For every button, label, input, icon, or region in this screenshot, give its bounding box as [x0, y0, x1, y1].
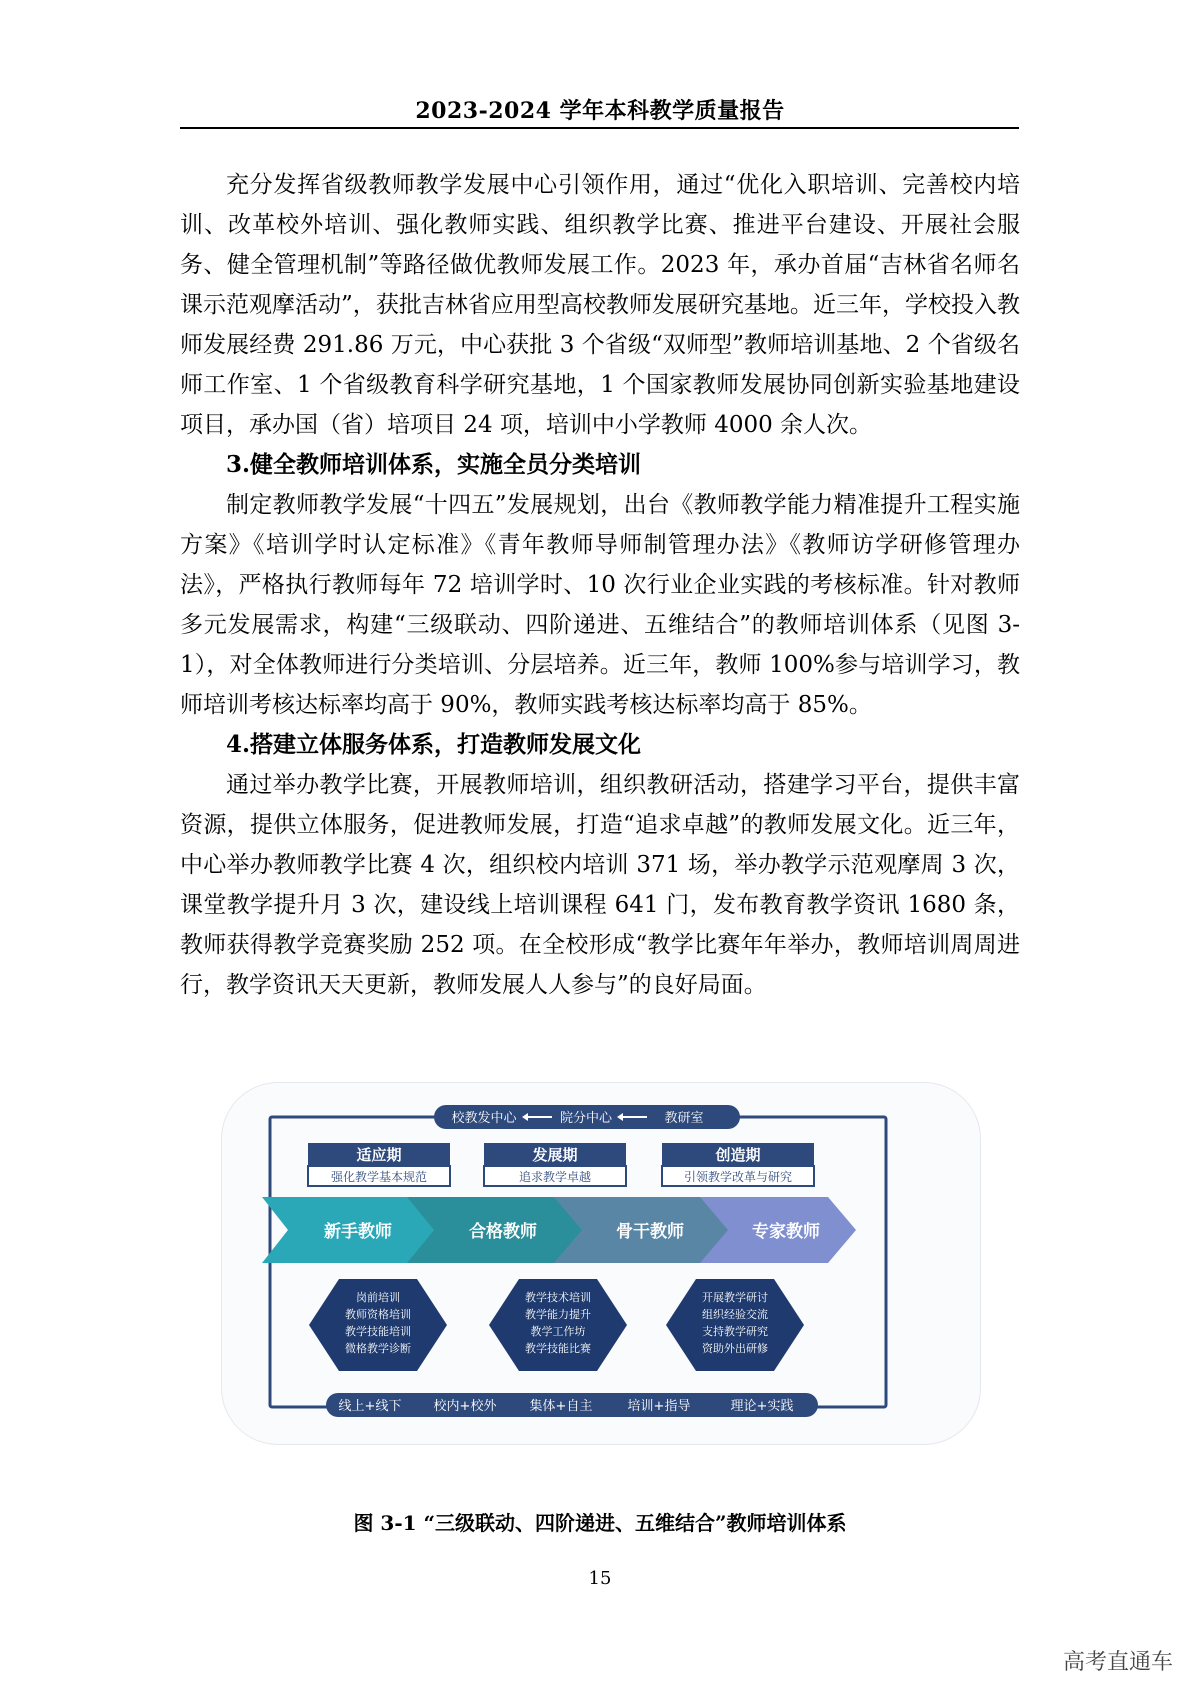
- stage-1-label: 新手教师: [324, 1222, 392, 1242]
- hexagon-2-item: 教学技术培训: [525, 1291, 591, 1304]
- phase-2-name: 发展期: [532, 1146, 578, 1164]
- page-number: 15: [588, 1568, 612, 1589]
- header-rule: [180, 127, 1019, 129]
- hexagon-2-item: 教学工作坊: [530, 1325, 586, 1338]
- section-heading-4: 4.搭建立体服务体系，打造教师发展文化: [226, 731, 642, 758]
- page-header-title: 2023-2024 学年本科教学质量报告: [415, 98, 785, 124]
- phase-1: [308, 1143, 450, 1186]
- hexagon-1: [309, 1279, 447, 1371]
- paragraph-2: 制定教师教学发展“十四五”发展规划，出台《教师教学能力精准提升工程实施方案》《培训学时认定标准》《青年教师导师制管理办法》《教师访学研修管理办法》，严格执行教师每年 72 培训学时、10 次行业企业实践的考核标准。针对教师多元发展需求，构建“三级联动、四阶递进、五维结合”的教师培训体系（见图 3-1），对全体教师进行分类培训、分层培养。近三年，教师 100%参与培训学习，教师培训考核达标率均高于 90%，教师实践考核达标率均高于 85%。: [180, 492, 1020, 718]
- dimension-1: 线上+线下: [338, 1399, 402, 1414]
- level-3-label: 教研室: [664, 1111, 704, 1126]
- stage-3-label: 骨干教师: [616, 1222, 684, 1242]
- section-heading-3: 3.健全教师培训体系，实施全员分类培训: [226, 451, 642, 478]
- phase-3-desc: 引领教学改革与研究: [683, 1170, 793, 1184]
- body-text: [180, 165, 1020, 1005]
- hexagon-3-item: 开展教学研讨: [702, 1291, 768, 1304]
- phase-3: [662, 1143, 814, 1186]
- hexagon-2-item: 教学技能比赛: [525, 1342, 591, 1355]
- training-system-figure: [222, 1083, 980, 1444]
- level-1-label: 校教发中心: [451, 1111, 517, 1126]
- phase-1-name: 适应期: [356, 1146, 402, 1164]
- phase-2-desc: 追求教学卓越: [518, 1170, 592, 1184]
- phase-1-desc: 强化教学基本规范: [330, 1170, 428, 1184]
- hexagon-1-item: 教师资格培训: [345, 1308, 411, 1321]
- training-system-diagram: [222, 1083, 980, 1444]
- stage-2-label: 合格教师: [469, 1222, 537, 1242]
- hexagon-2: [489, 1279, 627, 1371]
- hexagon-3: [666, 1279, 804, 1371]
- dimension-4: 培训+指导: [627, 1399, 691, 1414]
- hexagon-3-item: 组织经验交流: [702, 1308, 768, 1321]
- phase-2: [484, 1143, 626, 1186]
- watermark-text: 高考直通车: [1062, 1650, 1173, 1675]
- hexagon-1-item: 岗前培训: [356, 1291, 400, 1304]
- figure-caption: 图 3-1 “三级联动、四阶递进、五维结合”教师培训体系: [353, 1511, 847, 1535]
- dimension-3: 集体+自主: [529, 1399, 593, 1414]
- hexagon-1-item: 教学技能培训: [345, 1325, 411, 1338]
- phase-3-name: 创造期: [715, 1146, 761, 1164]
- stage-4-label: 专家教师: [752, 1222, 820, 1242]
- level-2-label: 院分中心: [559, 1111, 613, 1126]
- hexagon-2-item: 教学能力提升: [525, 1308, 591, 1321]
- paragraph-1: 充分发挥省级教师教学发展中心引领作用，通过“优化入职培训、完善校内培训、改革校外培训、强化教师实践、组织教学比赛、推进平台建设、开展社会服务、健全管理机制”等路径做优教师发展工作。2023 年，承办首届“吉林省名师名课示范观摩活动”，获批吉林省应用型高校教师发展研究基地。近三年，学校投入教师发展经费 291.86 万元，中心获批 3 个省级“双师型”教师培训基地、2 个省级名师工作室、1 个省级教育科学研究基地，1 个国家教师发展协同创新实验基地建设项目，承办国（省）培项目 24 项，培训中小学教师 4000 余人次。: [180, 172, 1020, 438]
- dimension-2: 校内+校外: [433, 1399, 497, 1414]
- hexagon-3-item: 资助外出研修: [702, 1342, 768, 1355]
- dimension-5: 理论+实践: [730, 1399, 794, 1414]
- hexagon-1-item: 微格教学诊断: [345, 1342, 411, 1355]
- hexagon-3-item: 支持教学研究: [702, 1325, 768, 1338]
- paragraph-3: 通过举办教学比赛，开展教师培训，组织教研活动，搭建学习平台，提供丰富资源，提供立体服务，促进教师发展，打造“追求卓越”的教师发展文化。近三年，中心举办教师教学比赛 4 次，组织校内培训 371 场，举办教学示范观摩周 3 次，课堂教学提升月 3 次，建设线上培训课程 641 门，发布教育教学资讯 1680 条，教师获得教学竞赛奖励 252 项。在全校形成“教学比赛年年举办，教师培训周周进行，教学资讯天天更新，教师发展人人参与”的良好局面。: [180, 772, 1020, 998]
